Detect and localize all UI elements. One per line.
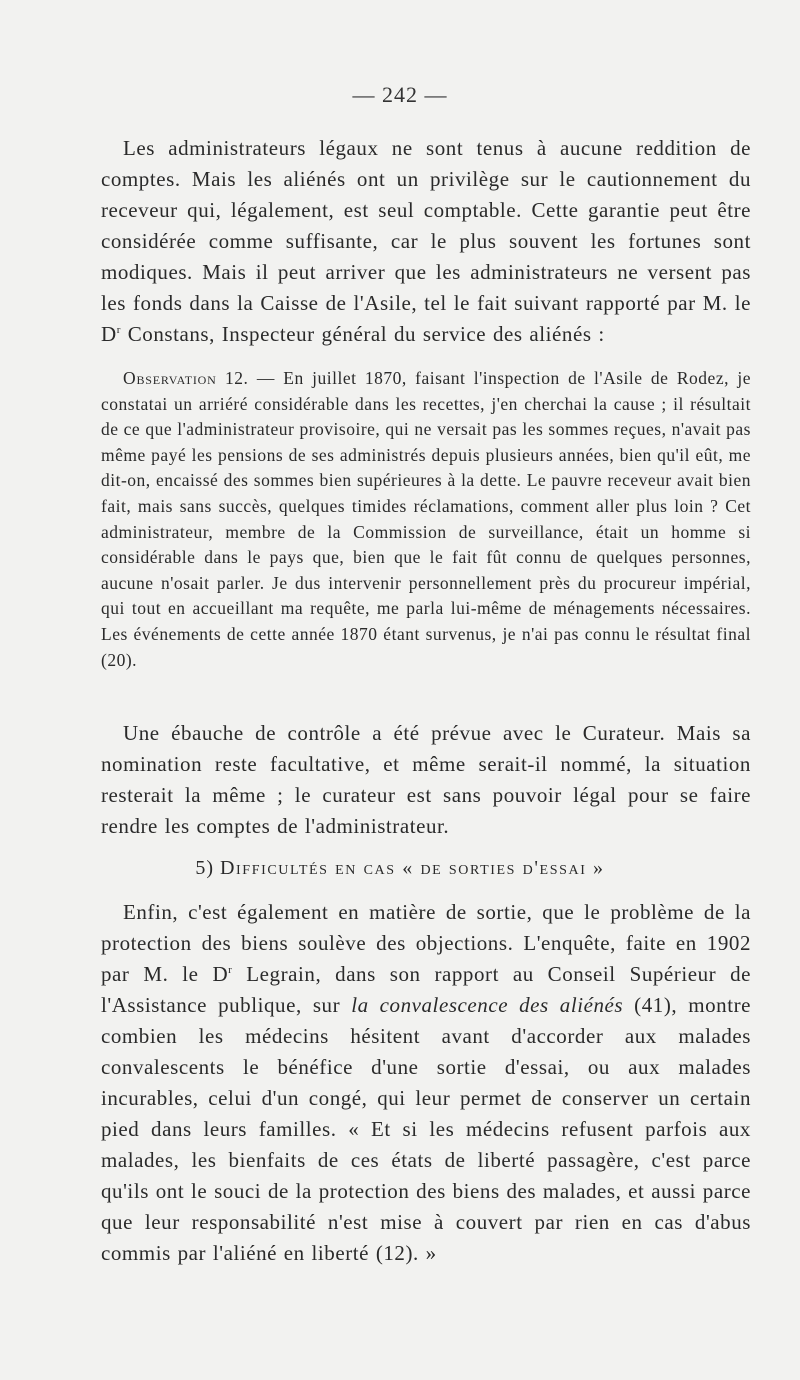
section-heading-number: 5) bbox=[195, 857, 220, 879]
superscript-r: r bbox=[228, 964, 233, 976]
paragraph-text bbox=[101, 897, 751, 1269]
section-heading-title: Difficultés en cas « de sorties d'essai » bbox=[220, 857, 605, 879]
paragraph-curator bbox=[101, 718, 751, 842]
page-number: — 242 — bbox=[352, 82, 448, 107]
paragraph-text: Une ébauche de contrôle a été prévue avec le Curateur. Mais sa nomination reste facultative, et même serait-il nommé, la situation resterait la même ; le curateur est sans pouvoir légal pour se faire rendre les comptes de l'administrateur. bbox=[101, 721, 751, 838]
paragraph-text-part: Enfin, c'est également en matière de sortie, que le problème de la protection des biens soulève des objections. L'enquête, faite en 1902 par M. le D bbox=[101, 900, 751, 986]
paragraph-text-part: Legrain, dans son rapport au Conseil Supérieur de l'Assistance publique, sur bbox=[101, 962, 752, 1017]
observation-text bbox=[101, 366, 751, 673]
paragraph-administrators bbox=[101, 133, 751, 350]
italic-title: la convalescence des aliénés bbox=[351, 993, 624, 1017]
observation-block bbox=[101, 366, 751, 673]
paragraph-text-part: (41), montre combien les médecins hésitent avant d'accorder aux malades convalescents le bénéfice d'une sortie d'essai, ou aux malades incurables, celui d'un congé, qui leur permet de conserver un certain pied dans leurs familles. « Et si les médecins refusent parfois aux malades, les bienfaits de ces états de liberté passagère, c'est parce qu'ils ont le souci de la protection des biens des malades, et aussi parce que leur responsabilité n'est mise à couvert par rien en cas d'abus commis par l'aliéné en liberté (12). » bbox=[101, 993, 752, 1265]
observation-label: Observation bbox=[123, 368, 217, 388]
paragraph-text-part: Constans, Inspecteur général du service des aliénés : bbox=[120, 322, 605, 346]
observation-body: En juillet 1870, faisant l'inspection de l'Asile de Rodez, je constatai un arriéré considérable dans les recettes, j'en cherchai la cause ; il résultait de ce que l'administrateur provisoire, qui ne versait pas les sommes reçues, n'avait pas même payé les pensions de ses administrés depuis plusieurs années, bien qu'il eût, me dit-on, encaissé des sommes bien supérieures à la dette. Le pauvre receveur avait bien fait, mais sans succès, quelques timides réclamations, comment aller plus loin ? Cet administrateur, membre de la Commission de surveillance, était un homme si considérable dans le pays que, bien que le fait fût connu de quelques personnes, aucune n'osait parler. Je dus intervenir personnellement près du procureur impérial, qui tout en accueillant ma requête, me parla lui-même de ménagements nécessaires. Les événements de cette année 1870 étant survenus, je n'ai pas connu le résultat final (20). bbox=[101, 368, 752, 670]
paragraph-text bbox=[101, 133, 751, 350]
superscript-r: r bbox=[116, 324, 121, 336]
paragraph-text-part: Les administrateurs légaux ne sont tenus à aucune reddition de comptes. Mais les aliénés ont un privilège sur le cautionnement du receveur qui, légalement, est seul comptable. Cette garantie peut être considérée comme suffisante, car le plus souvent les fortunes sont modiques. Mais il peut arriver que les administrateurs ne versent pas les fonds dans la Caisse de l'Asile, tel le fait suivant rapporté par M. le D bbox=[101, 136, 751, 346]
section-heading bbox=[0, 857, 800, 880]
paragraph-sorties bbox=[101, 897, 751, 1269]
observation-number: 12. — bbox=[216, 368, 284, 388]
